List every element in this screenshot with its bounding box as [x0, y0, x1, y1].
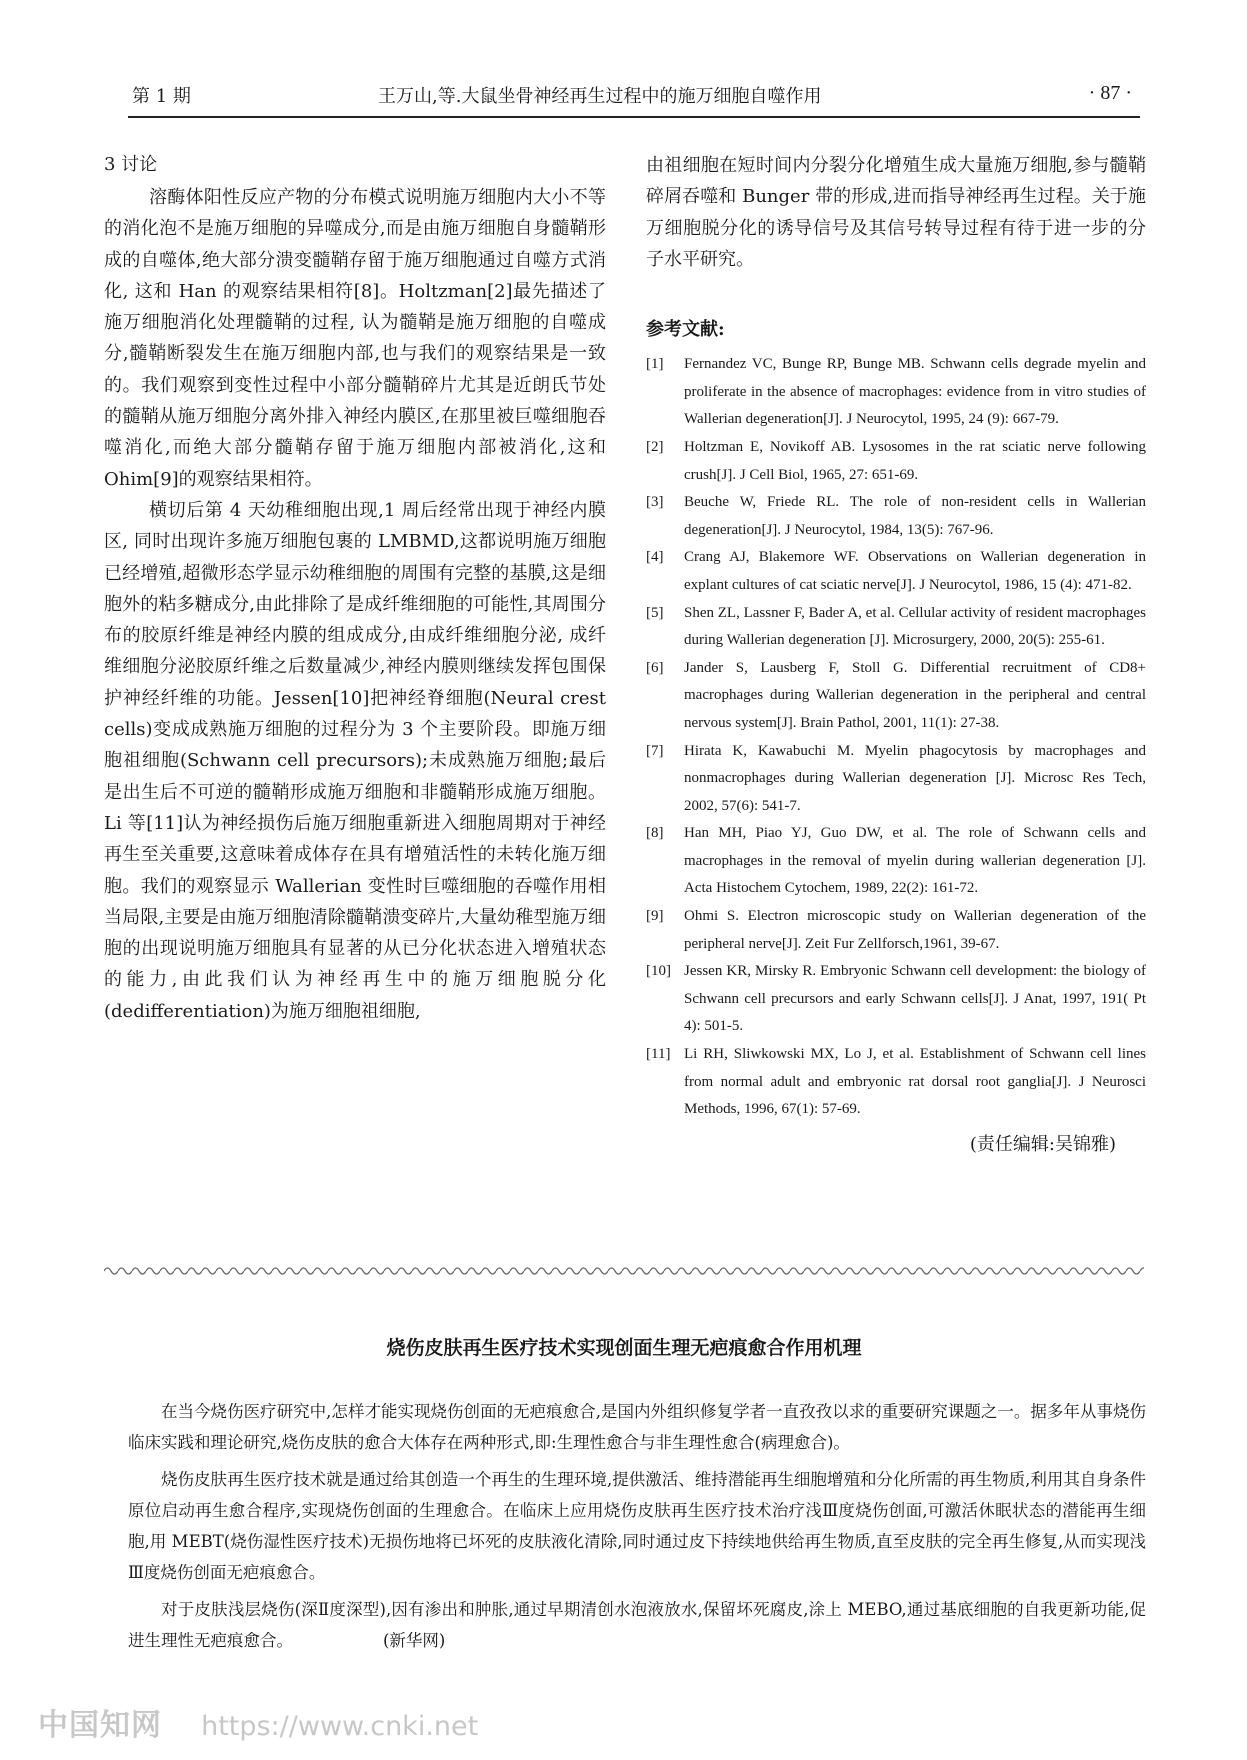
left-column	[104, 150, 606, 1027]
news-paragraph-1: 在当今烧伤医疗研究中,怎样才能实现烧伤创面的无疤痕愈合,是国内外组织修复学者一直孜孜以求的重要研究课题之一。据多年从事烧伤临床实践和理论研究,烧伤皮肤的愈合大体存在两种形式,即:生理性愈合与非生理性愈合(病理愈合)。	[128, 1402, 1146, 1452]
running-title: 王万山,等.大鼠坐骨神经再生过程中的施万细胞自噬作用	[378, 86, 822, 107]
reference-item: [4] Crang AJ, Blakemore WF. Observations on Wallerian degeneration in explant cultures of cat sciatic nerve[J]. J Neurocytol, 1986, 15 (4): 471-82.	[646, 549, 1146, 593]
news-body	[128, 1396, 1146, 1662]
section-heading: 3 讨论	[104, 154, 158, 175]
news-source: (新华网)	[383, 1631, 446, 1650]
news-paragraph-3: 对于皮肤浅层烧伤(深Ⅱ度深型),因有渗出和肿胀,通过早期清创水泡液放水,保留坏死腐皮,涂上 MEBO,通过基底细胞的自我更新功能,促进生理性无疤痕愈合。 (新华网)	[128, 1600, 1146, 1650]
header-rule	[128, 116, 1140, 118]
reference-list	[646, 351, 1146, 1124]
news-title: 烧伤皮肤再生医疗技术实现创面生理无疤痕愈合作用机理	[386, 1337, 862, 1359]
running-header	[128, 82, 1136, 112]
discussion-paragraph-1: 溶酶体阳性反应产物的分布模式说明施万细胞内大小不等的消化泡不是施万细胞的异噬成分,而是由施万细胞自身髓鞘形成的自噬体,绝大部分溃变髓鞘存留于施万细胞通过自噬方式消化, 这和 Han 的观察结果相符[8]。Holtzman[2]最先描述了施万细胞消化处理髓鞘的过程, 认为髓鞘是施万细胞的自噬成分,髓鞘断裂发生在施万细胞内部,也与我们的观察结果是一致的。我们观察到变性过程中小部分髓鞘碎片尤其是近朗氏节处的髓鞘从施万细胞分离外排入神经内膜区,在那里被巨噬细胞吞噬消化,而绝大部分髓鞘存留于施万细胞内部被消化,这和 Ohim[9]的观察结果相符。	[104, 187, 606, 490]
right-column	[646, 150, 1146, 1160]
reference-item: [5] Shen ZL, Lassner F, Bader A, et al. Cellular activity of resident macrophages during Wallerian degeneration [J]. Microsurgery, 2000, 20(5): 255-61.	[646, 604, 1146, 649]
reference-item: [2] Holtzman E, Novikoff AB. Lysosomes in the rat sciatic nerve following crush[J]. J Cell Biol, 1965, 27: 651-69.	[646, 438, 1146, 483]
reference-item: [8] Han MH, Piao YJ, Guo DW, et al. The role of Schwann cells and macrophages in the removal of myelin during wallerian degeneration [J]. Acta Histochem Cytochem, 1989, 22(2): 161-72.	[646, 825, 1146, 897]
reference-item: [6] Jander S, Lausberg F, Stoll G. Differential recruitment of CD8+ macrophages during Wallerian degeneration in the peripheral and central nervous system[J]. Brain Pathol, 2001, 11(1): 27-38.	[646, 659, 1146, 731]
ornamental-divider	[104, 1265, 1144, 1277]
discussion-paragraph-3: 由祖细胞在短时间内分裂分化增殖生成大量施万细胞,参与髓鞘碎屑吞噬和 Bunger 带的形成,进而指导神经再生过程。关于施万细胞脱分化的诱导信号及其信号转导过程有待于进一步的分子水平研究。	[646, 155, 1146, 270]
references-title: 参考文献:	[646, 319, 725, 341]
watermark-brand: 中国知网	[38, 1708, 162, 1743]
cnki-watermark	[38, 1700, 479, 1743]
news-paragraph-2: 烧伤皮肤再生医疗技术就是通过给其创造一个再生的生理环境,提供激活、维持潜能再生细胞增殖和分化所需的再生物质,利用其自身条件原位启动再生愈合程序,实现烧伤创面的生理愈合。在临床上应用烧伤皮肤再生医疗技术治疗浅Ⅲ度烧伤创面,可激活休眠状态的潜能再生细胞,用 MEBT(烧伤湿性医疗技术)无损伤地将已坏死的皮肤液化清除,同时通过皮下持续地供给再生物质,直至皮肤的完全再生修复,从而实现浅Ⅲ度烧伤创面无疤痕愈合。	[128, 1470, 1146, 1582]
reference-item: [10] Jessen KR, Mirsky R. Embryonic Schwann cell development: the biology of Schwann cell precursors and early Schwann cells[J]. J Anat, 1997, 191( Pt 4): 501-5.	[646, 963, 1146, 1035]
reference-item: [1] Fernandez VC, Bunge RP, Bunge MB. Schwann cells degrade myelin and proliferate in the absence of macrophages: evidence from in vitro studies of Wallerian degeneration[J]. J Neurocytol, 1995, 24 (9): 667-79.	[646, 356, 1146, 428]
reference-item: [11] Li RH, Sliwkowski MX, Lo J, et al. Establishment of Schwann cell lines from normal adult and embryonic rat dorsal root ganglia[J]. J Neurosci Methods, 1996, 67(1): 57-69.	[646, 1046, 1146, 1118]
reference-item: [7] Hirata K, Kawabuchi M. Myelin phagocytosis by macrophages and nonmacrophages during Wallerian degeneration [J]. Microsc Res Tech, 2002, 57(6): 541-7.	[646, 742, 1146, 814]
watermark-url: https://www.cnki.net	[201, 1711, 479, 1742]
discussion-paragraph-2: 横切后第 4 天幼稚细胞出现,1 周后经常出现于神经内膜区, 同时出现许多施万细胞包裹的 LMBMD,这都说明施万细胞已经增殖,超微形态学显示幼稚细胞的周围有完整的基膜,这是细胞外的粘多糖成分,由此排除了是成纤维细胞的可能性,其周围分布的胶原纤维是神经内膜的组成成分,由成纤维细胞分泌, 成纤维细胞分泌胶原纤维之后数量减少,神经内膜则继续发挥包围保护神经纤维的功能。Jessen[10]把神经脊细胞(Neural crest cells)变成成熟施万细胞的过程分为 3 个主要阶段。即施万细胞祖细胞(Schwann cell precursors);未成熟施万细胞;最后是出生后不可逆的髓鞘形成施万细胞和非髓鞘形成施万细胞。Li 等[11]认为神经损伤后施万细胞重新进入细胞周期对于神经再生至关重要,这意味着成体存在具有增殖活性的未转化施万细胞。我们的观察显示 Wallerian 变性时巨噬细胞的吞噬作用相当局限,主要是由施万细胞清除髓鞘溃变碎片,大量幼稚型施万细胞的出现说明施万细胞具有显著的从已分化状态进入增殖状态的能力,由此我们认为神经再生中的施万细胞脱分化(dedifferentiation)为施万细胞祖细胞,	[104, 499, 606, 1022]
reference-item: [3] Beuche W, Friede RL. The role of non-resident cells in Wallerian degeneration[J]. J Neurocytol, 1984, 13(5): 767-96.	[646, 494, 1146, 538]
responsible-editor: (责任编辑:吴锦雅)	[969, 1133, 1116, 1155]
reference-item: [9] Ohmi S. Electron microscopic study on Wallerian degeneration of the peripheral nerve[J]. Zeit Fur Zellforsch,1961, 39-67.	[646, 908, 1146, 952]
issue-number: 第 1 期	[132, 86, 191, 107]
page-number: · 87 ·	[1088, 82, 1132, 104]
